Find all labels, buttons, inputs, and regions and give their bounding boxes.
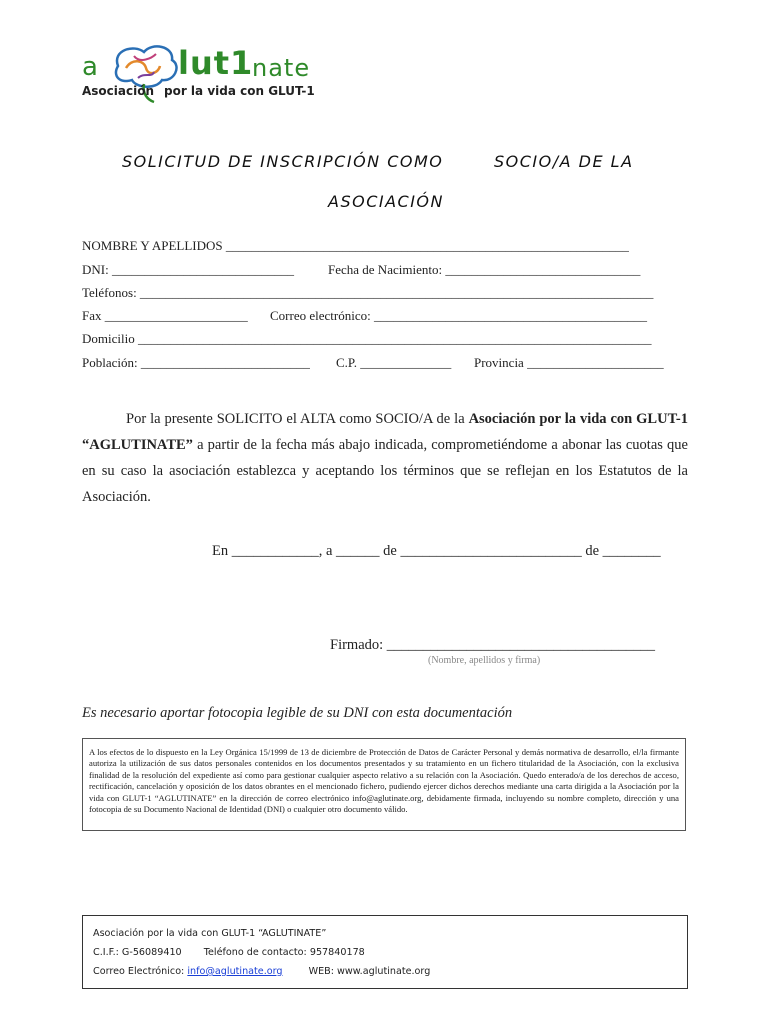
footer-association: Asociación por la vida con GLUT-1 “AGLUTINATE” bbox=[93, 928, 327, 939]
logo-word-main: lut1 bbox=[178, 44, 254, 82]
aglutinate-logo bbox=[82, 38, 322, 108]
footer-email-link[interactable]: info@aglutinate.org bbox=[187, 966, 283, 977]
logo-subtitle-left: Asociación bbox=[82, 84, 155, 98]
footer-cif-phone bbox=[93, 943, 677, 962]
field-domicilio[interactable]: Domicilio _______________________________________________________________________________ bbox=[82, 331, 652, 346]
footer-contact-box bbox=[82, 915, 688, 989]
footer-phone: Teléfono de contacto: 957840178 bbox=[203, 947, 365, 958]
logo-subtitle-right: por la vida con GLUT-1 bbox=[164, 84, 315, 98]
title-line2: ASOCIACIÓN bbox=[328, 192, 444, 211]
logo-word-nate: nate bbox=[252, 54, 311, 82]
date-line[interactable]: En ____________, a ______ de _________________________ de ________ bbox=[212, 543, 661, 559]
request-paragraph bbox=[82, 406, 688, 510]
title-line1-a: SOLICITUD DE INSCRIPCIÓN COMO bbox=[122, 152, 444, 171]
field-fax[interactable]: Fax ______________________ bbox=[82, 308, 248, 323]
title-line1-b: SOCIO/A DE LA bbox=[494, 152, 634, 171]
footer-email-web bbox=[93, 962, 677, 981]
dni-note: Es necesario aportar fotocopia legible de su DNI con esta documentación bbox=[82, 705, 513, 721]
footer-email-label: Correo Electrónico: bbox=[93, 966, 188, 977]
field-correo[interactable]: Correo electrónico: __________________________________________ bbox=[270, 308, 647, 323]
field-telefonos[interactable]: Teléfonos: _______________________________________________________________________________ bbox=[82, 285, 654, 300]
request-text-b: a partir de la fecha más abajo indicada, comprometiéndome a abonar las cuotas que en su caso la asociación establezca y aceptando los términos que se reflejan en los Estatutos de la Asociación. bbox=[82, 437, 688, 505]
field-provincia[interactable]: Provincia _____________________ bbox=[474, 355, 664, 370]
signature-hint: (Nombre, apellidos y firma) bbox=[428, 655, 541, 666]
field-cp[interactable]: C.P. ______________ bbox=[336, 355, 452, 370]
association-name: Asociación por la vida con GLUT-1 “AGLUTINATE” bbox=[82, 411, 688, 453]
field-dni[interactable]: DNI: ____________________________ bbox=[82, 262, 294, 277]
privacy-notice: A los efectos de lo dispuesto en la Ley Orgánica 15/1999 de 13 de diciembre de Protección de Datos de Carácter Personal y demás normativa de desarrollo, el/la firmante autoriza la utilización de sus datos personales contenidos en los documentos presentados y su tratamiento en un fichero titularidad de la Asociación, con la exclusiva finalidad de la resolución del expediente así como para gestionar cualquier aspecto relativo a su relación con la Asociación. Quedo enterado/a de los derechos de acceso, rectificación, cancelación y oposición de los datos obrantes en el mencionado fichero, pudiendo ejercer dichos derechos mediante una carta dirigida a la Asociación por la vida con GLUT-1 “AGLUTINATE” en la dirección de correo electrónico info@aglutinate.org, debidamente firmada, incluyendo su nombre completo, dirección y una fotocopia de su Documento Nacional de Identidad (DNI) o cualquier otro documento válido. bbox=[82, 738, 686, 831]
signature-line[interactable]: Firmado: _____________________________________ bbox=[330, 637, 656, 653]
field-fecha-nacimiento[interactable]: Fecha de Nacimiento: ______________________________ bbox=[328, 262, 641, 277]
footer-web: WEB: www.aglutinate.org bbox=[308, 966, 431, 977]
field-poblacion[interactable]: Población: __________________________ bbox=[82, 355, 310, 370]
field-nombre-apellidos[interactable]: NOMBRE Y APELLIDOS ______________________________________________________________ bbox=[82, 238, 629, 253]
request-text-a: Por la presente SOLICITO el ALTA como SOCIO/A de la bbox=[126, 411, 469, 427]
logo-letter-a: a bbox=[82, 52, 99, 82]
footer-cif: C.I.F.: G-56089410 bbox=[93, 947, 182, 958]
